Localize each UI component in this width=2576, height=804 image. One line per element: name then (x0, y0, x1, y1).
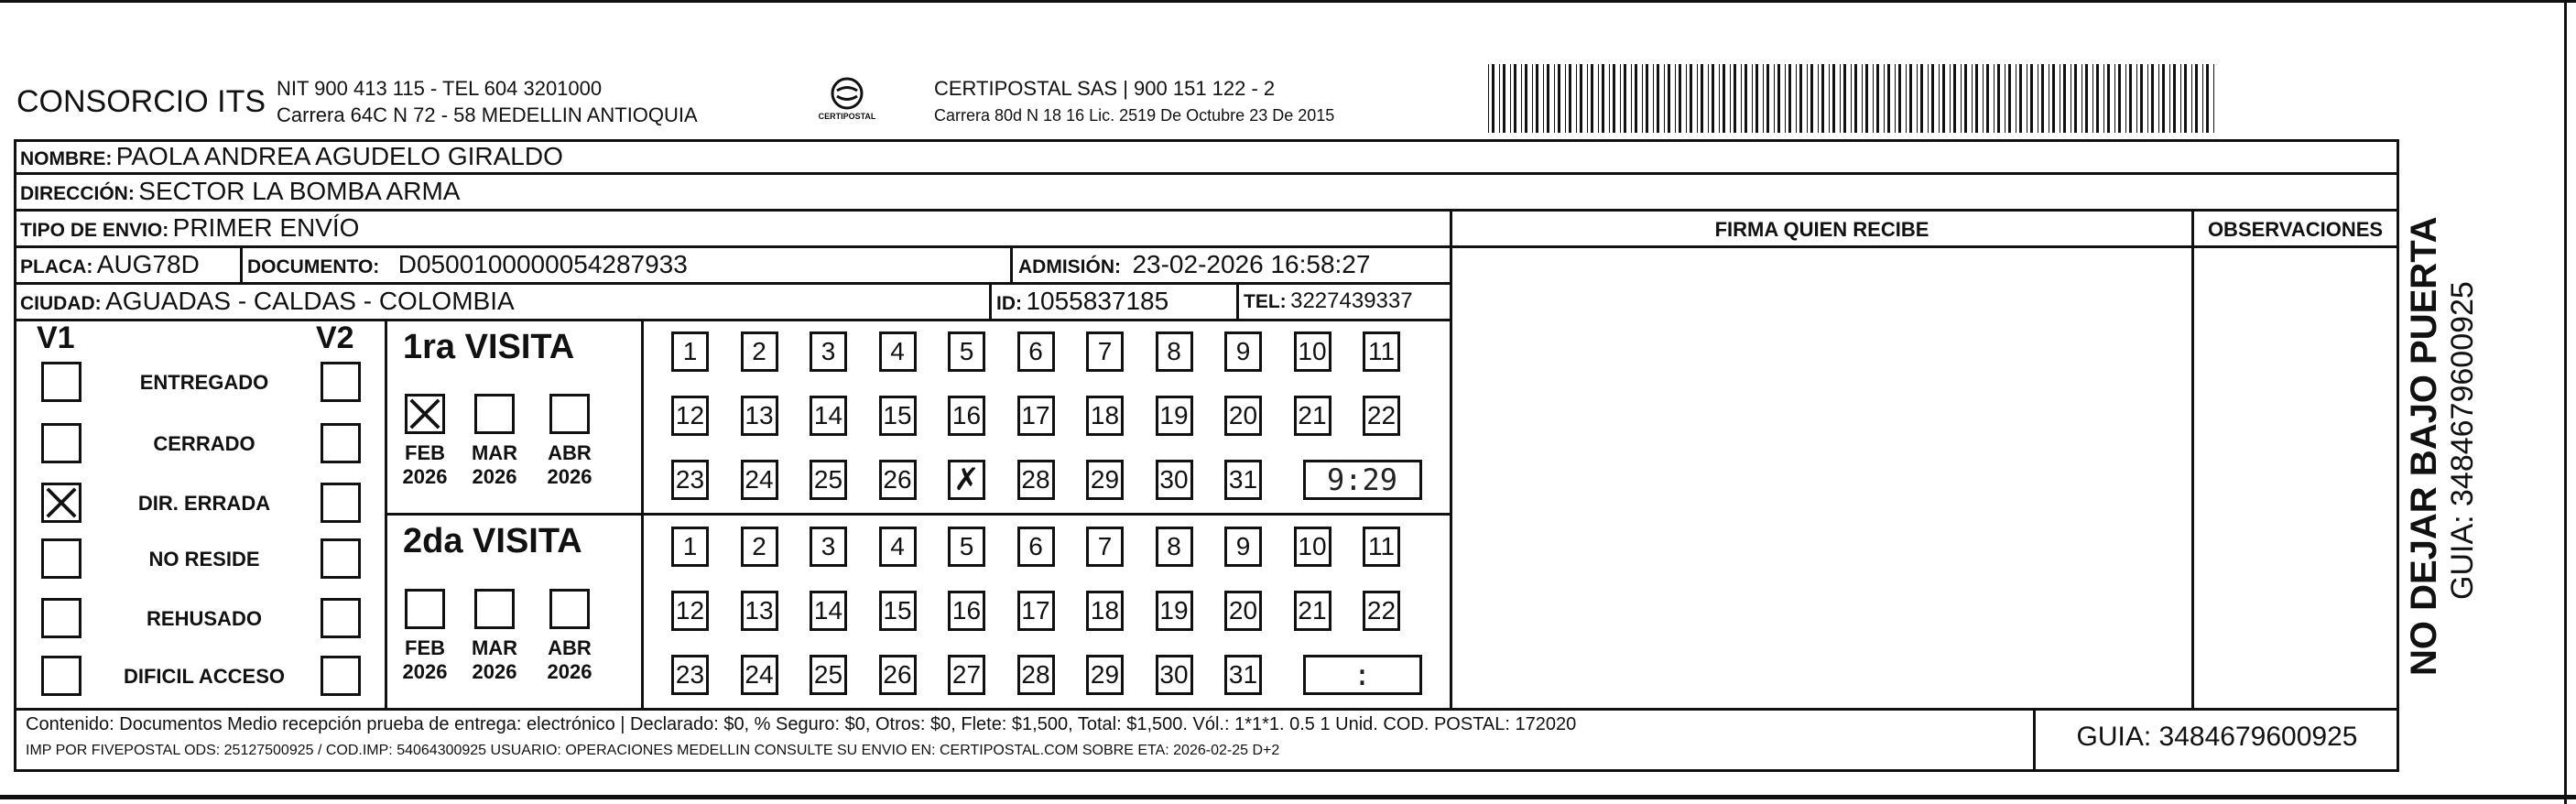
day-box[interactable]: 31 (1224, 655, 1262, 695)
top-edge (0, 0, 2576, 3)
day-box[interactable]: 3 (810, 331, 847, 372)
v2-checkbox[interactable] (321, 423, 361, 463)
company-name: CONSORCIO ITS (16, 84, 266, 119)
rule-direccion (14, 209, 2399, 212)
day-box[interactable]: 18 (1086, 591, 1124, 631)
barcode-bar (1503, 64, 1505, 133)
barcode-bar (1510, 64, 1511, 133)
barcode-bar (1745, 64, 1747, 133)
visit2-title: 2da VISITA (403, 522, 582, 560)
barcode-bar (2184, 64, 2187, 133)
day-box[interactable]: 24 (741, 460, 778, 500)
id-label: ID: (996, 293, 1022, 314)
barcode-bar (2085, 64, 2088, 133)
tipo-label: TIPO DE ENVIO: (20, 220, 169, 241)
barcode-bar (1917, 64, 1918, 133)
barcode-bar (1532, 64, 1533, 133)
barcode-bar (1840, 64, 1841, 133)
day-box[interactable]: 1 (671, 527, 709, 567)
barcode-bar (1928, 64, 1929, 133)
month-name: MAR (471, 441, 518, 464)
barcode-bar (1843, 64, 1846, 133)
day-box[interactable]: 14 (810, 591, 847, 631)
barcode-bar (2092, 64, 2093, 133)
barcode-bar (1609, 64, 1610, 133)
barcode-bar (1785, 64, 1786, 133)
id-value: 1055837185 (1026, 287, 1169, 315)
v1-checkbox[interactable] (41, 483, 82, 523)
barcode-bar (1832, 64, 1835, 133)
barcode-bar (2008, 64, 2011, 133)
v1-checkbox[interactable] (41, 423, 82, 463)
day-box[interactable]: 13 (741, 591, 778, 631)
day-box[interactable]: 10 (1294, 527, 1331, 567)
barcode-bar (2147, 64, 2148, 133)
day-box[interactable]: 13 (741, 396, 778, 436)
status-label: NO RESIDE (148, 548, 260, 570)
month-checkbox[interactable] (474, 589, 515, 629)
day-box[interactable]: 14 (810, 396, 847, 436)
footer-content: Contenido: Documentos Medio recepción prueba de entrega: electrónico | Declarado: $0, % Seguro: $0, Otros: $0, Flete: $1,500, Total: $1,500. Vól.: 1*1*1. 0.5 1 Unid. COD. POSTAL: 172020 (26, 714, 1577, 734)
time-box[interactable]: 9:29 (1303, 460, 1422, 500)
day-box[interactable]: 19 (1156, 591, 1193, 631)
month-name: MAR (471, 636, 518, 659)
barcode-bar (2140, 64, 2143, 133)
barcode-bar (1697, 64, 1698, 133)
barcode-bar (1788, 64, 1791, 133)
barcode-bar (2169, 64, 2170, 133)
day-box[interactable]: 17 (1017, 591, 1055, 631)
month-checkbox[interactable] (405, 589, 445, 629)
admision-label: ADMISIÓN: (1018, 256, 1121, 277)
direccion-row (20, 177, 460, 206)
day-box[interactable]: 4 (879, 331, 917, 372)
documento-label: DOCUMENTO: (247, 256, 380, 277)
barcode-bar (1558, 64, 1560, 133)
day-box[interactable]: 31 (1224, 460, 1262, 500)
barcode-bar (1620, 64, 1621, 133)
barcode-bar (1873, 64, 1874, 133)
day-box[interactable]: 28 (1017, 655, 1055, 695)
barcode-bar (1931, 64, 1934, 133)
barcode-bar (1635, 64, 1637, 133)
day-box[interactable]: 30 (1156, 655, 1193, 695)
barcode-bar (1657, 64, 1659, 133)
barcode-bar (1953, 64, 1956, 133)
status-label: CERRADO (153, 432, 255, 455)
barcode-bar (1810, 64, 1813, 133)
barcode-bar (1712, 64, 1714, 133)
barcode-bar (1862, 64, 1863, 133)
barcode-bar (1492, 64, 1495, 133)
barcode-bar (1664, 64, 1665, 133)
side-guia: GUIA: 3484679600925 (2445, 281, 2480, 600)
day-box[interactable]: 5 (948, 527, 985, 567)
barcode-bar (1569, 64, 1571, 133)
barcode-bar (1668, 64, 1670, 133)
day-box[interactable]: 21 (1294, 396, 1331, 436)
barcode-bar (1525, 64, 1527, 133)
barcode-bar (1543, 64, 1544, 133)
day-box[interactable]: 22 (1363, 591, 1400, 631)
month-checkbox[interactable] (549, 394, 590, 434)
barcode-bar (2206, 64, 2209, 133)
v2-checkbox[interactable] (321, 483, 361, 523)
month-label (400, 441, 450, 489)
bottom-edge (0, 795, 2576, 799)
month-label (545, 636, 594, 684)
tel-row (1244, 288, 1413, 314)
status-label: ENTREGADO (139, 371, 269, 394)
day-box[interactable]: 11 (1363, 527, 1400, 567)
day-box[interactable]: 8 (1156, 527, 1193, 567)
barcode-bar (2195, 64, 2198, 133)
barcode-bar (1642, 64, 1643, 133)
rule-nombre (14, 172, 2399, 175)
barcode-bar (1547, 64, 1549, 133)
barcode-bar (1576, 64, 1577, 133)
barcode-bar (1972, 64, 1973, 133)
barcode-bar (2173, 64, 2176, 133)
status-label: REHUSADO (147, 607, 262, 630)
month-checkbox[interactable] (549, 589, 590, 629)
barcode-bar (2191, 64, 2192, 133)
barcode-bar (1774, 64, 1775, 133)
barcode-bar (1876, 64, 1879, 133)
observations-area[interactable] (2194, 248, 2397, 708)
barcode-bar (1865, 64, 1868, 133)
barcode-bar (1821, 64, 1824, 133)
rule-bottom (14, 769, 2399, 772)
day-box[interactable]: 25 (810, 655, 847, 695)
firma-label: FIRMA QUIEN RECIBE (1714, 218, 1929, 241)
barcode-bar (1690, 64, 1692, 133)
barcode-bar (2081, 64, 2082, 133)
barcode-bar (1499, 64, 1500, 133)
month-label (470, 636, 519, 684)
rule-footer (14, 708, 2399, 711)
day-box[interactable]: 23 (671, 460, 709, 500)
documento-row (247, 250, 688, 279)
barcode-bar (2125, 64, 2126, 133)
tipo-value: PRIMER ENVÍO (172, 213, 360, 242)
v1-checkbox[interactable] (41, 538, 82, 579)
day-box-marked[interactable]: ✗ (948, 460, 985, 500)
barcode-bar (1624, 64, 1626, 133)
barcode-bar (1898, 64, 1901, 133)
day-box[interactable]: 18 (1086, 396, 1124, 436)
id-row (996, 287, 1168, 316)
nombre-label: NOMBRE: (20, 148, 113, 169)
barcode-bar (2114, 64, 2115, 133)
barcode-bar (1755, 64, 1758, 133)
month-year: 2026 (402, 465, 448, 488)
barcode-bar (2019, 64, 2022, 133)
day-box[interactable]: 22 (1363, 396, 1400, 436)
barcode-bar (2052, 64, 2055, 133)
day-box[interactable]: 6 (1017, 331, 1055, 372)
barcode-bar (1488, 64, 1489, 133)
barcode-bar (1686, 64, 1687, 133)
barcode-bar (1851, 64, 1852, 133)
barcode-bar (1818, 64, 1819, 133)
day-box[interactable]: 2 (741, 527, 778, 567)
day-box[interactable]: 25 (810, 460, 847, 500)
rule-id (989, 282, 992, 321)
day-box[interactable]: 27 (948, 655, 985, 695)
ciudad-label: CIUDAD: (20, 293, 102, 314)
certipostal-logo (820, 73, 875, 130)
day-box[interactable]: 15 (879, 591, 917, 631)
ciudad-row (20, 287, 515, 316)
barcode-bar (1580, 64, 1582, 133)
month-name: ABR (548, 441, 592, 464)
day-box[interactable]: 1 (671, 331, 709, 372)
day-box[interactable]: 30 (1156, 460, 1193, 500)
barcode-bar (1887, 64, 1890, 133)
placa-row (20, 250, 200, 279)
barcode-bar (1521, 64, 1522, 133)
barcode-bar (1730, 64, 1731, 133)
v2-checkbox[interactable] (321, 598, 361, 638)
barcode-bar (2030, 64, 2033, 133)
barcode-bar (2151, 64, 2154, 133)
barcode-bar (2118, 64, 2121, 133)
barcode-bar (1646, 64, 1648, 133)
v1-label: V1 (37, 321, 75, 355)
barcode-bar (1986, 64, 1989, 133)
rule-right (2397, 139, 2399, 771)
day-box[interactable]: 16 (948, 396, 985, 436)
day-box[interactable]: 7 (1086, 527, 1124, 567)
day-box[interactable]: 23 (671, 655, 709, 695)
month-year: 2026 (472, 465, 517, 488)
barcode-bar (1961, 64, 1962, 133)
company-nit: NIT 900 413 115 - TEL 604 3201000 (277, 77, 603, 100)
day-box[interactable]: 29 (1086, 655, 1124, 695)
month-name: FEB (405, 441, 445, 464)
direccion-label: DIRECCIÓN: (20, 183, 135, 204)
barcode-bar (1587, 64, 1588, 133)
footer-guia: GUIA: 3484679600925 (2076, 722, 2358, 752)
barcode-bar (2096, 64, 2099, 133)
ciudad-value: AGUADAS - CALDAS - COLOMBIA (105, 287, 515, 315)
day-box[interactable]: 3 (810, 527, 847, 567)
barcode-bar (2074, 64, 2077, 133)
barcode-bar (1679, 64, 1681, 133)
month-label (400, 636, 450, 684)
day-box[interactable]: 10 (1294, 331, 1331, 372)
barcode-bar (1807, 64, 1808, 133)
rule-left (14, 139, 16, 771)
placa-label: PLACA: (20, 256, 93, 277)
barcode (1488, 64, 2221, 133)
barcode-bar (1964, 64, 1967, 133)
visit1-title: 1ra VISITA (403, 328, 575, 366)
barcode-bar (1653, 64, 1654, 133)
footer-info: IMP POR FIVEPOSTAL ODS: 25127500925 / COD.IMP: 54064300925 USUARIO: OPERACIONES MEDELLIN CONSULTE SU ENVIO EN: CERTIPOSTAL.COM SOBRE ETA: 2026-02-25 D+2 (26, 743, 1280, 758)
barcode-bar (2162, 64, 2165, 133)
month-checkbox[interactable] (405, 394, 445, 434)
barcode-bar (2136, 64, 2137, 133)
day-box[interactable]: 15 (879, 396, 917, 436)
nombre-row (20, 142, 563, 171)
day-box[interactable]: 9 (1224, 331, 1262, 372)
day-box[interactable]: 2 (741, 331, 778, 372)
direccion-value: SECTOR LA BOMBA ARMA (138, 177, 461, 205)
day-box[interactable]: 4 (879, 527, 917, 567)
v2-checkbox[interactable] (321, 362, 361, 402)
day-box[interactable]: 24 (741, 655, 778, 695)
barcode-bar (2041, 64, 2044, 133)
barcode-bar (1920, 64, 1923, 133)
barcode-bar (1942, 64, 1945, 133)
month-name: FEB (405, 636, 445, 659)
barcode-bar (1631, 64, 1632, 133)
month-label (470, 441, 519, 489)
barcode-bar (1975, 64, 1978, 133)
tel-value: 3227439337 (1290, 288, 1413, 313)
day-box[interactable]: 16 (948, 591, 985, 631)
day-box[interactable]: 9 (1224, 527, 1262, 567)
barcode-bar (1708, 64, 1709, 133)
tel-label: TEL: (1244, 291, 1287, 312)
carrier-name: CERTIPOSTAL SAS | 900 151 122 - 2 (934, 77, 1276, 100)
day-box[interactable]: 12 (671, 396, 709, 436)
barcode-bar (1752, 64, 1753, 133)
day-box[interactable]: 12 (671, 591, 709, 631)
day-box[interactable]: 6 (1017, 527, 1055, 567)
barcode-bar (2213, 64, 2214, 133)
barcode-bar (1734, 64, 1736, 133)
day-box[interactable]: 21 (1294, 591, 1331, 631)
barcode-bar (1884, 64, 1885, 133)
rule-admision (1010, 245, 1013, 284)
time-box[interactable]: : (1303, 655, 1422, 695)
day-box[interactable]: 26 (879, 460, 917, 500)
barcode-bar (2103, 64, 2104, 133)
rule-footer-guia (2033, 708, 2036, 771)
company-address: Carrera 64C N 72 - 58 MEDELLIN ANTIOQUIA (277, 103, 698, 126)
month-year: 2026 (472, 660, 517, 683)
v1-checkbox[interactable] (41, 362, 82, 402)
barcode-bar (1950, 64, 1951, 133)
barcode-bar (1766, 64, 1769, 133)
status-label: DIFICIL ACCESO (123, 665, 285, 688)
barcode-bar (1536, 64, 1538, 133)
status-label: DIR. ERRADA (137, 492, 271, 515)
rule-visit-title (641, 319, 644, 710)
barcode-bar (2107, 64, 2110, 133)
day-box[interactable]: 20 (1224, 396, 1262, 436)
barcode-bar (1796, 64, 1797, 133)
v2-checkbox[interactable] (321, 538, 361, 579)
admision-value: 23-02-2026 16:58:27 (1132, 250, 1371, 278)
day-box[interactable]: 29 (1086, 460, 1124, 500)
month-year: 2026 (402, 660, 448, 683)
barcode-bar (2180, 64, 2181, 133)
day-box[interactable]: 20 (1224, 591, 1262, 631)
signature-area[interactable] (1452, 248, 2191, 708)
barcode-bar (2129, 64, 2132, 133)
day-box[interactable]: 8 (1156, 331, 1193, 372)
month-year: 2026 (547, 660, 592, 683)
day-box[interactable]: 28 (1017, 460, 1055, 500)
barcode-bar (1598, 64, 1599, 133)
rule-status (385, 319, 387, 710)
day-box[interactable]: 11 (1363, 331, 1400, 372)
barcode-bar (1554, 64, 1555, 133)
tipo-row (20, 213, 359, 243)
barcode-bar (1514, 64, 1516, 133)
v2-checkbox[interactable] (321, 656, 361, 696)
barcode-bar (1602, 64, 1604, 133)
barcode-bar (1997, 64, 2000, 133)
carrier-address: Carrera 80d N 18 16 Lic. 2519 De Octubre 23 De 2015 (934, 106, 1335, 125)
barcode-bar (1741, 64, 1742, 133)
barcode-bar (1906, 64, 1907, 133)
barcode-bar (1939, 64, 1940, 133)
rule-visits (385, 513, 1451, 516)
day-box[interactable]: 26 (879, 655, 917, 695)
day-box[interactable]: 19 (1156, 396, 1193, 436)
month-year: 2026 (547, 465, 592, 488)
barcode-bar (1983, 64, 1984, 133)
barcode-bar (1763, 64, 1764, 133)
barcode-bar (1909, 64, 1912, 133)
placa-value: AUG78D (96, 250, 200, 278)
barcode-bar (1799, 64, 1802, 133)
rule-tel (1236, 282, 1239, 321)
barcode-bar (1613, 64, 1615, 133)
v1-checkbox[interactable] (41, 656, 82, 696)
month-label (545, 441, 594, 489)
barcode-bar (1719, 64, 1720, 133)
v2-label: V2 (316, 321, 354, 355)
right-edge (2564, 0, 2567, 804)
rule-placa-doc (240, 245, 243, 284)
barcode-bar (1565, 64, 1566, 133)
observaciones-label: OBSERVACIONES (2207, 218, 2384, 241)
month-checkbox[interactable] (474, 394, 515, 434)
documento-value: D0500100000054287933 (397, 250, 688, 278)
barcode-bar (1895, 64, 1896, 133)
day-box[interactable]: 7 (1086, 331, 1124, 372)
barcode-bar (1854, 64, 1857, 133)
day-box[interactable]: 17 (1017, 396, 1055, 436)
barcode-bar (2158, 64, 2159, 133)
logo-text: CERTIPOSTAL (818, 112, 876, 121)
barcode-bar (1591, 64, 1593, 133)
barcode-bar (1777, 64, 1780, 133)
month-name: ABR (548, 636, 592, 659)
barcode-bar (2202, 64, 2203, 133)
day-box[interactable]: 5 (948, 331, 985, 372)
barcode-bar (1675, 64, 1676, 133)
barcode-bar (1829, 64, 1830, 133)
barcode-bar (1701, 64, 1703, 133)
admision-row (1018, 250, 1370, 279)
nombre-value: PAOLA ANDREA AGUDELO GIRALDO (115, 142, 563, 170)
side-warning: NO DEJAR BAJO PUERTA (2404, 216, 2444, 676)
barcode-bar (2063, 64, 2066, 133)
barcode-bar (1723, 64, 1725, 133)
v1-checkbox[interactable] (41, 598, 82, 638)
